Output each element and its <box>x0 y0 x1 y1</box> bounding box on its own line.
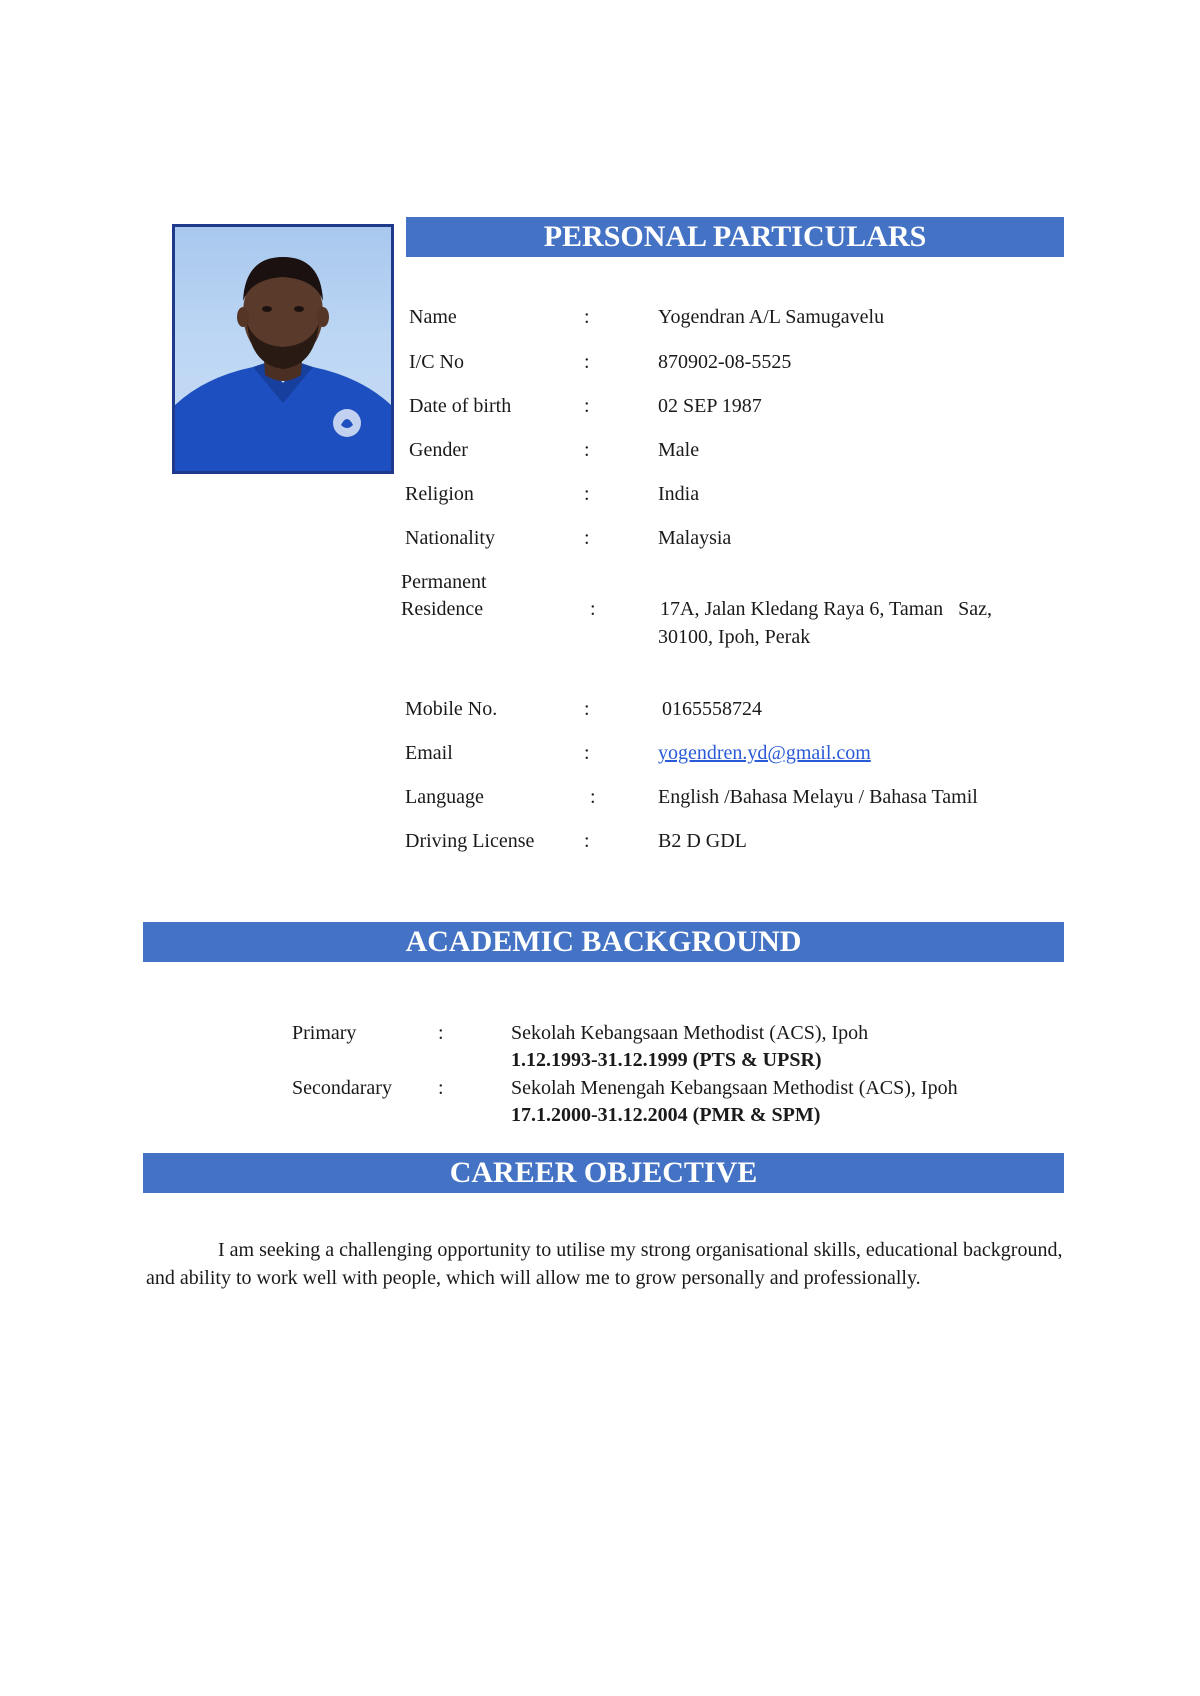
field-value-language: English /Bahasa Melayu / Bahasa Tamil <box>658 786 978 808</box>
field-value-dob: 02 SEP 1987 <box>658 395 762 417</box>
academic-school-secondary: Sekolah Menengah Kebangsaan Methodist (ACS), Ipoh <box>511 1077 958 1099</box>
field-colon: : <box>584 483 590 505</box>
field-colon: : <box>584 698 590 720</box>
field-label-name: Name <box>409 306 457 328</box>
field-label-driving-license: Driving License <box>405 830 535 852</box>
academic-colon: : <box>438 1077 444 1099</box>
field-value-mobile: 0165558724 <box>662 698 762 720</box>
field-label-residence-line1: Permanent <box>401 571 487 593</box>
career-objective-text: I am seeking a challenging opportunity to utilise my strong organisational skills, educational background, and ability to work well with people, which will allow me to grow personally and professionally. <box>146 1239 1063 1289</box>
academic-colon: : <box>438 1022 444 1044</box>
field-value-gender: Male <box>658 439 700 461</box>
field-label-email: Email <box>405 742 453 764</box>
field-value-name: Yogendran A/L Samugavelu <box>658 306 885 328</box>
academic-school-primary: Sekolah Kebangsaan Methodist (ACS), Ipoh <box>511 1022 869 1044</box>
email-link[interactable]: yogendren.yd@gmail.com <box>658 742 871 764</box>
field-value-driving-license: B2 D GDL <box>658 830 747 852</box>
academic-label-primary: Primary <box>292 1022 357 1044</box>
field-label-nationality: Nationality <box>405 527 495 549</box>
field-colon: : <box>584 351 590 373</box>
field-colon: : <box>590 786 596 808</box>
profile-photo-illustration <box>175 227 391 471</box>
field-label-gender: Gender <box>409 439 468 461</box>
field-value-residence-line1: 17A, Jalan Kledang Raya 6, Taman Saz, <box>660 598 993 620</box>
academic-period-secondary: 17.1.2000-31.12.2004 (PMR & SPM) <box>511 1104 821 1126</box>
field-colon: : <box>584 439 590 461</box>
field-colon: : <box>584 306 590 328</box>
field-value-residence-line2: 30100, Ipoh, Perak <box>658 626 811 648</box>
field-label-ic: I/C No <box>409 351 464 373</box>
profile-photo <box>172 224 394 474</box>
field-colon: : <box>584 830 590 852</box>
personal-particulars-heading: PERSONAL PARTICULARS <box>406 217 1064 257</box>
field-value-nationality: Malaysia <box>658 527 732 549</box>
field-colon: : <box>590 598 596 620</box>
field-colon: : <box>584 395 590 417</box>
academic-period-primary: 1.12.1993-31.12.1999 (PTS & UPSR) <box>511 1049 822 1071</box>
field-label-residence-line2: Residence <box>401 598 484 620</box>
field-colon: : <box>584 527 590 549</box>
field-label-mobile: Mobile No. <box>405 698 498 720</box>
field-label-dob: Date of birth <box>409 395 512 417</box>
field-value-religion: India <box>658 483 700 505</box>
field-label-language: Language <box>405 786 484 808</box>
academic-label-secondary: Secondarary <box>292 1077 392 1099</box>
field-value-ic: 870902-08-5525 <box>658 351 792 373</box>
field-colon: : <box>584 742 590 764</box>
academic-background-heading: ACADEMIC BACKGROUND <box>143 922 1064 962</box>
field-label-religion: Religion <box>405 483 474 505</box>
career-objective-heading: CAREER OBJECTIVE <box>143 1153 1064 1193</box>
